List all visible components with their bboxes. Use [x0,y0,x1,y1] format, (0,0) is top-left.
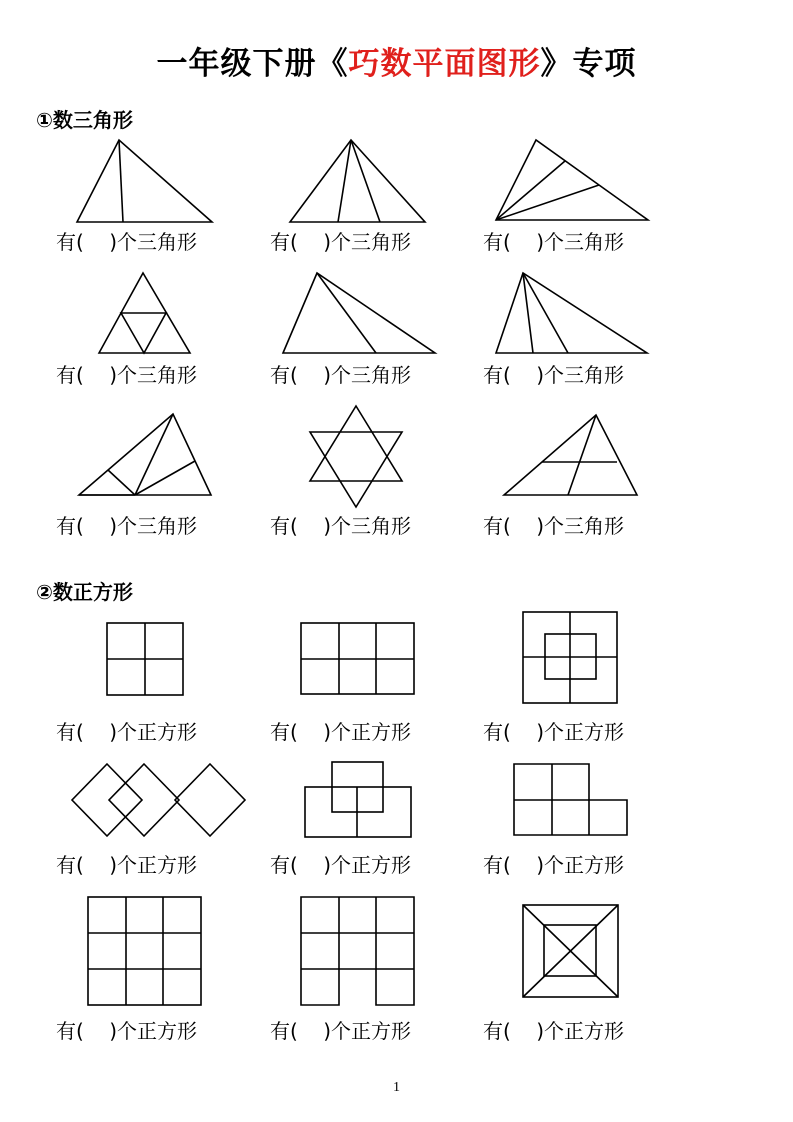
triangle-single-cevian-right [280,270,440,358]
three-overlapping-diamonds [69,762,249,842]
answer-blank: 有( )个正方形 [483,1019,625,1043]
grid-with-gap [299,895,417,1007]
title-suffix: 》专项 [540,46,637,82]
six-pointed-star [308,404,408,508]
overlapping-squares [303,760,415,840]
answer-blank: 有( )个正方形 [270,853,412,877]
answer-blank: 有( )个三角形 [56,514,198,538]
square-3x3-grid [86,895,204,1007]
square-with-inner-square-cross [521,610,621,706]
answer-blank: 有( )个三角形 [483,363,625,387]
answer-blank: 有( )个三角形 [56,230,198,254]
page-number: 1 [393,1080,400,1095]
rectangle-2x3-grid [299,621,417,697]
answer-blank: 有( )个正方形 [483,720,625,744]
section-heading-squares: ②数正方形 [36,580,133,604]
l-shaped-squares [512,762,632,838]
title-highlight: 巧数平面图形 [348,46,541,82]
answer-blank: 有( )个正方形 [56,720,198,744]
triangle-with-crossing-lines [77,412,217,500]
answer-blank: 有( )个正方形 [483,853,625,877]
triangle-two-cevians [288,138,428,226]
triangle-with-cross-line [502,412,642,500]
answer-blank: 有( )个三角形 [270,230,412,254]
triangle-fan-from-top [493,270,653,358]
answer-blank: 有( )个正方形 [270,720,412,744]
title-prefix: 一年级下册《 [156,46,349,82]
answer-blank: 有( )个三角形 [56,363,198,387]
square-with-diagonals-and-inner-square [521,903,621,999]
triangle-inner-triangle [96,270,196,358]
triangle-fan-from-left [493,138,653,226]
answer-blank: 有( )个三角形 [270,514,412,538]
square-2x2-grid [105,621,185,697]
answer-blank: 有( )个三角形 [483,230,625,254]
page-title [0,38,793,83]
answer-blank: 有( )个正方形 [56,853,198,877]
answer-blank: 有( )个三角形 [483,514,625,538]
section-heading-triangles: ①数三角形 [36,108,133,132]
triangle-one-cevian [75,138,215,226]
answer-blank: 有( )个三角形 [270,363,412,387]
answer-blank: 有( )个正方形 [270,1019,412,1043]
answer-blank: 有( )个正方形 [56,1019,198,1043]
